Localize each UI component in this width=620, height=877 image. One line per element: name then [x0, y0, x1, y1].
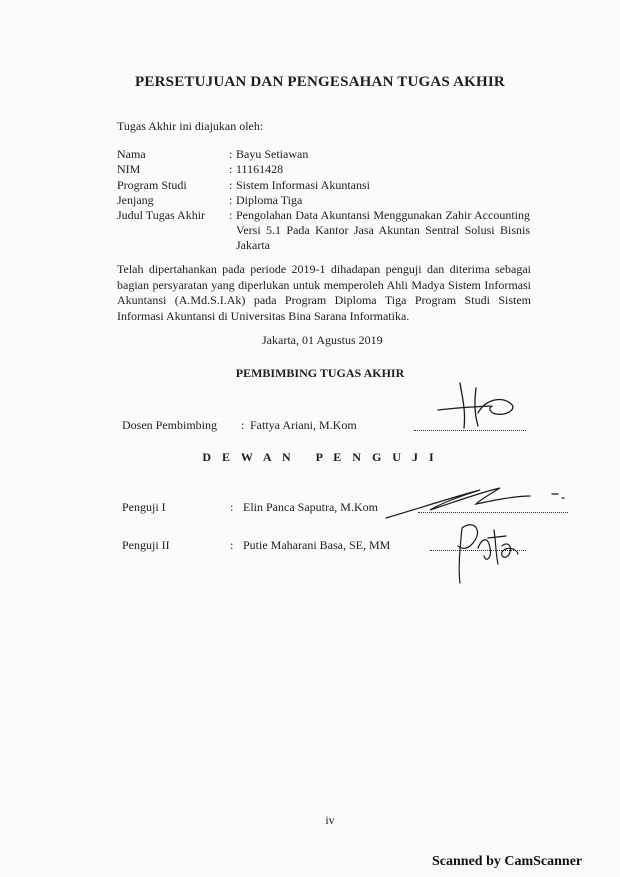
intro-text: Tugas Akhir ini diajukan oleh:	[117, 119, 264, 133]
field-label: Program Studi	[117, 178, 187, 192]
field-colon: :	[229, 178, 233, 192]
field-label: NIM	[117, 162, 141, 176]
penguji-name: Putie Maharani Basa, SE, MM	[243, 538, 391, 552]
penguji-2-signature	[440, 508, 530, 588]
penguji-colon: :	[230, 500, 234, 514]
penguji-name: Elin Panca Saputra, M.Kom	[243, 500, 378, 514]
pembimbing-signature	[430, 378, 530, 433]
pembimbing-name: Fattya Ariani, M.Kom	[250, 418, 357, 432]
page-title: PERSETUJUAN DAN PENGESAHAN TUGAS AKHIR	[135, 74, 505, 90]
statement-paragraph: Telah dipertahankan pada periode 2019-1 dihadapan penguji dan diterima sebagai bagian persyaratan yang diperlukan untuk memperoleh Ahli Madya Sistem Informasi Akuntansi (A.Md.S.I.Ak) pada Program Diploma Tiga Program Studi Sistem Informasi Akuntansi di Universitas Bina Sarana Informatika.	[117, 262, 531, 323]
approval-date: Jakarta, 01 Agustus 2019	[262, 333, 383, 347]
pembimbing-heading: PEMBIMBING TUGAS AKHIR	[235, 366, 405, 380]
field-value: 11161428	[236, 162, 284, 176]
field-label: Judul Tugas Akhir	[117, 208, 206, 222]
field-label: Jenjang	[117, 193, 154, 207]
field-value: Diploma Tiga	[236, 193, 303, 207]
field-value: Pengolahan Data Akuntansi Menggunakan Zahir Accounting Versi 5.1 Pada Kantor Jasa Akuntan Sentral Solusi Bisnis Jakarta	[236, 208, 530, 252]
field-label: Nama	[117, 147, 146, 161]
scanner-watermark: Scanned by CamScanner	[432, 854, 583, 869]
pembimbing-colon: :	[241, 418, 245, 432]
page-number: iv	[325, 813, 335, 827]
field-colon: :	[229, 193, 233, 207]
field-colon: :	[229, 147, 233, 161]
field-colon: :	[229, 208, 233, 222]
field-value: Bayu Setiawan	[236, 147, 309, 161]
penguji-colon: :	[230, 538, 234, 552]
penguji-label: Penguji I	[122, 500, 166, 514]
pembimbing-label: Dosen Pembimbing	[122, 418, 217, 432]
field-colon: :	[229, 162, 233, 176]
dewan-penguji-heading: D E W A N P E N G U J I	[202, 450, 438, 464]
penguji-label: Penguji II	[122, 538, 170, 552]
field-value: Sistem Informasi Akuntansi	[236, 178, 370, 192]
